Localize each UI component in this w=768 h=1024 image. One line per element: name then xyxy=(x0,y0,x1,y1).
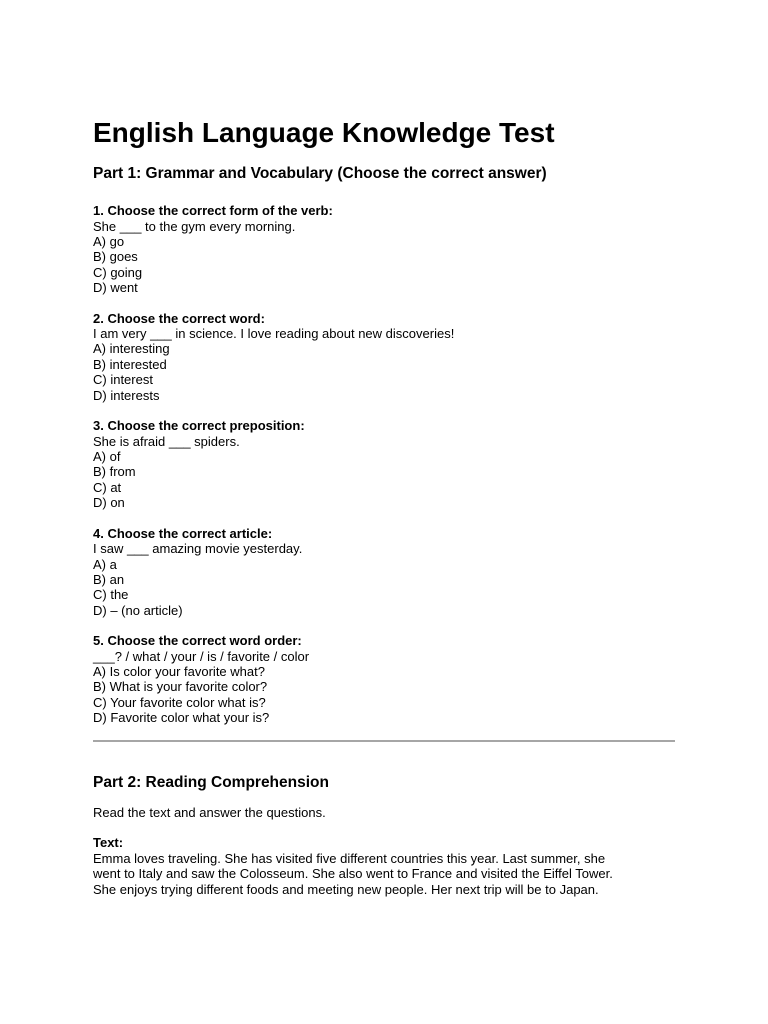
passage-line: went to Italy and saw the Colosseum. She also went to France and visited the Eiffel Tower. xyxy=(93,866,613,882)
answer-option: B) interested xyxy=(93,356,167,372)
question-title: 4. Choose the correct article: xyxy=(93,525,273,541)
answer-option: C) Your favorite color what is? xyxy=(93,694,266,710)
answer-option: C) the xyxy=(93,587,129,603)
answer-option: B) from xyxy=(93,464,136,480)
question-5 xyxy=(93,633,678,726)
answer-option: D) on xyxy=(93,495,125,511)
question-1 xyxy=(93,203,678,296)
part2-heading: Part 2: Reading Comprehension xyxy=(93,773,329,791)
question-title: 5. Choose the correct word order: xyxy=(93,633,302,649)
question-list xyxy=(93,203,678,726)
question-prompt: She ___ to the gym every morning. xyxy=(93,218,296,234)
section-divider xyxy=(93,740,675,742)
question-3 xyxy=(93,418,678,511)
question-title: 3. Choose the correct preposition: xyxy=(93,418,305,434)
answer-option: D) – (no article) xyxy=(93,602,183,618)
question-prompt: She is afraid ___ spiders. xyxy=(93,433,240,449)
answer-option: A) interesting xyxy=(93,341,170,357)
passage-line: Emma loves traveling. She has visited five different countries this year. Last summer, she xyxy=(93,850,606,866)
passage-line: She enjoys trying different foods and meeting new people. Her next trip will be to Japan. xyxy=(93,881,599,897)
document-title: English Language Knowledge Test xyxy=(93,117,555,148)
answer-option: C) interest xyxy=(93,372,153,388)
text-label: Text: xyxy=(93,835,124,851)
question-4 xyxy=(93,526,678,619)
answer-option: A) go xyxy=(93,233,125,249)
question-prompt: I saw ___ amazing movie yesterday. xyxy=(93,541,303,557)
answer-option: C) going xyxy=(93,264,143,280)
question-2 xyxy=(93,311,678,404)
answer-option: D) Favorite color what your is? xyxy=(93,710,270,726)
answer-option: B) goes xyxy=(93,249,138,265)
part1-heading: Part 1: Grammar and Vocabulary (Choose the correct answer) xyxy=(93,165,547,182)
question-prompt: ___? / what / your / is / favorite / color xyxy=(93,648,310,664)
reading-instructions: Read the text and answer the questions. xyxy=(93,804,326,820)
question-title: 1. Choose the correct form of the verb: xyxy=(93,203,333,218)
reading-passage xyxy=(93,851,678,898)
answer-option: D) interests xyxy=(93,387,160,403)
answer-option: C) at xyxy=(93,479,122,495)
question-title: 2. Choose the correct word: xyxy=(93,310,265,326)
answer-option: A) Is color your favorite what? xyxy=(93,664,265,680)
document-page xyxy=(93,112,678,897)
answer-option: A) of xyxy=(93,448,121,464)
question-prompt: I am very ___ in science. I love reading about new discoveries! xyxy=(93,326,455,342)
answer-option: D) went xyxy=(93,280,138,296)
answer-option: A) a xyxy=(93,556,117,572)
answer-option: B) an xyxy=(93,571,125,587)
answer-option: B) What is your favorite color? xyxy=(93,679,268,695)
